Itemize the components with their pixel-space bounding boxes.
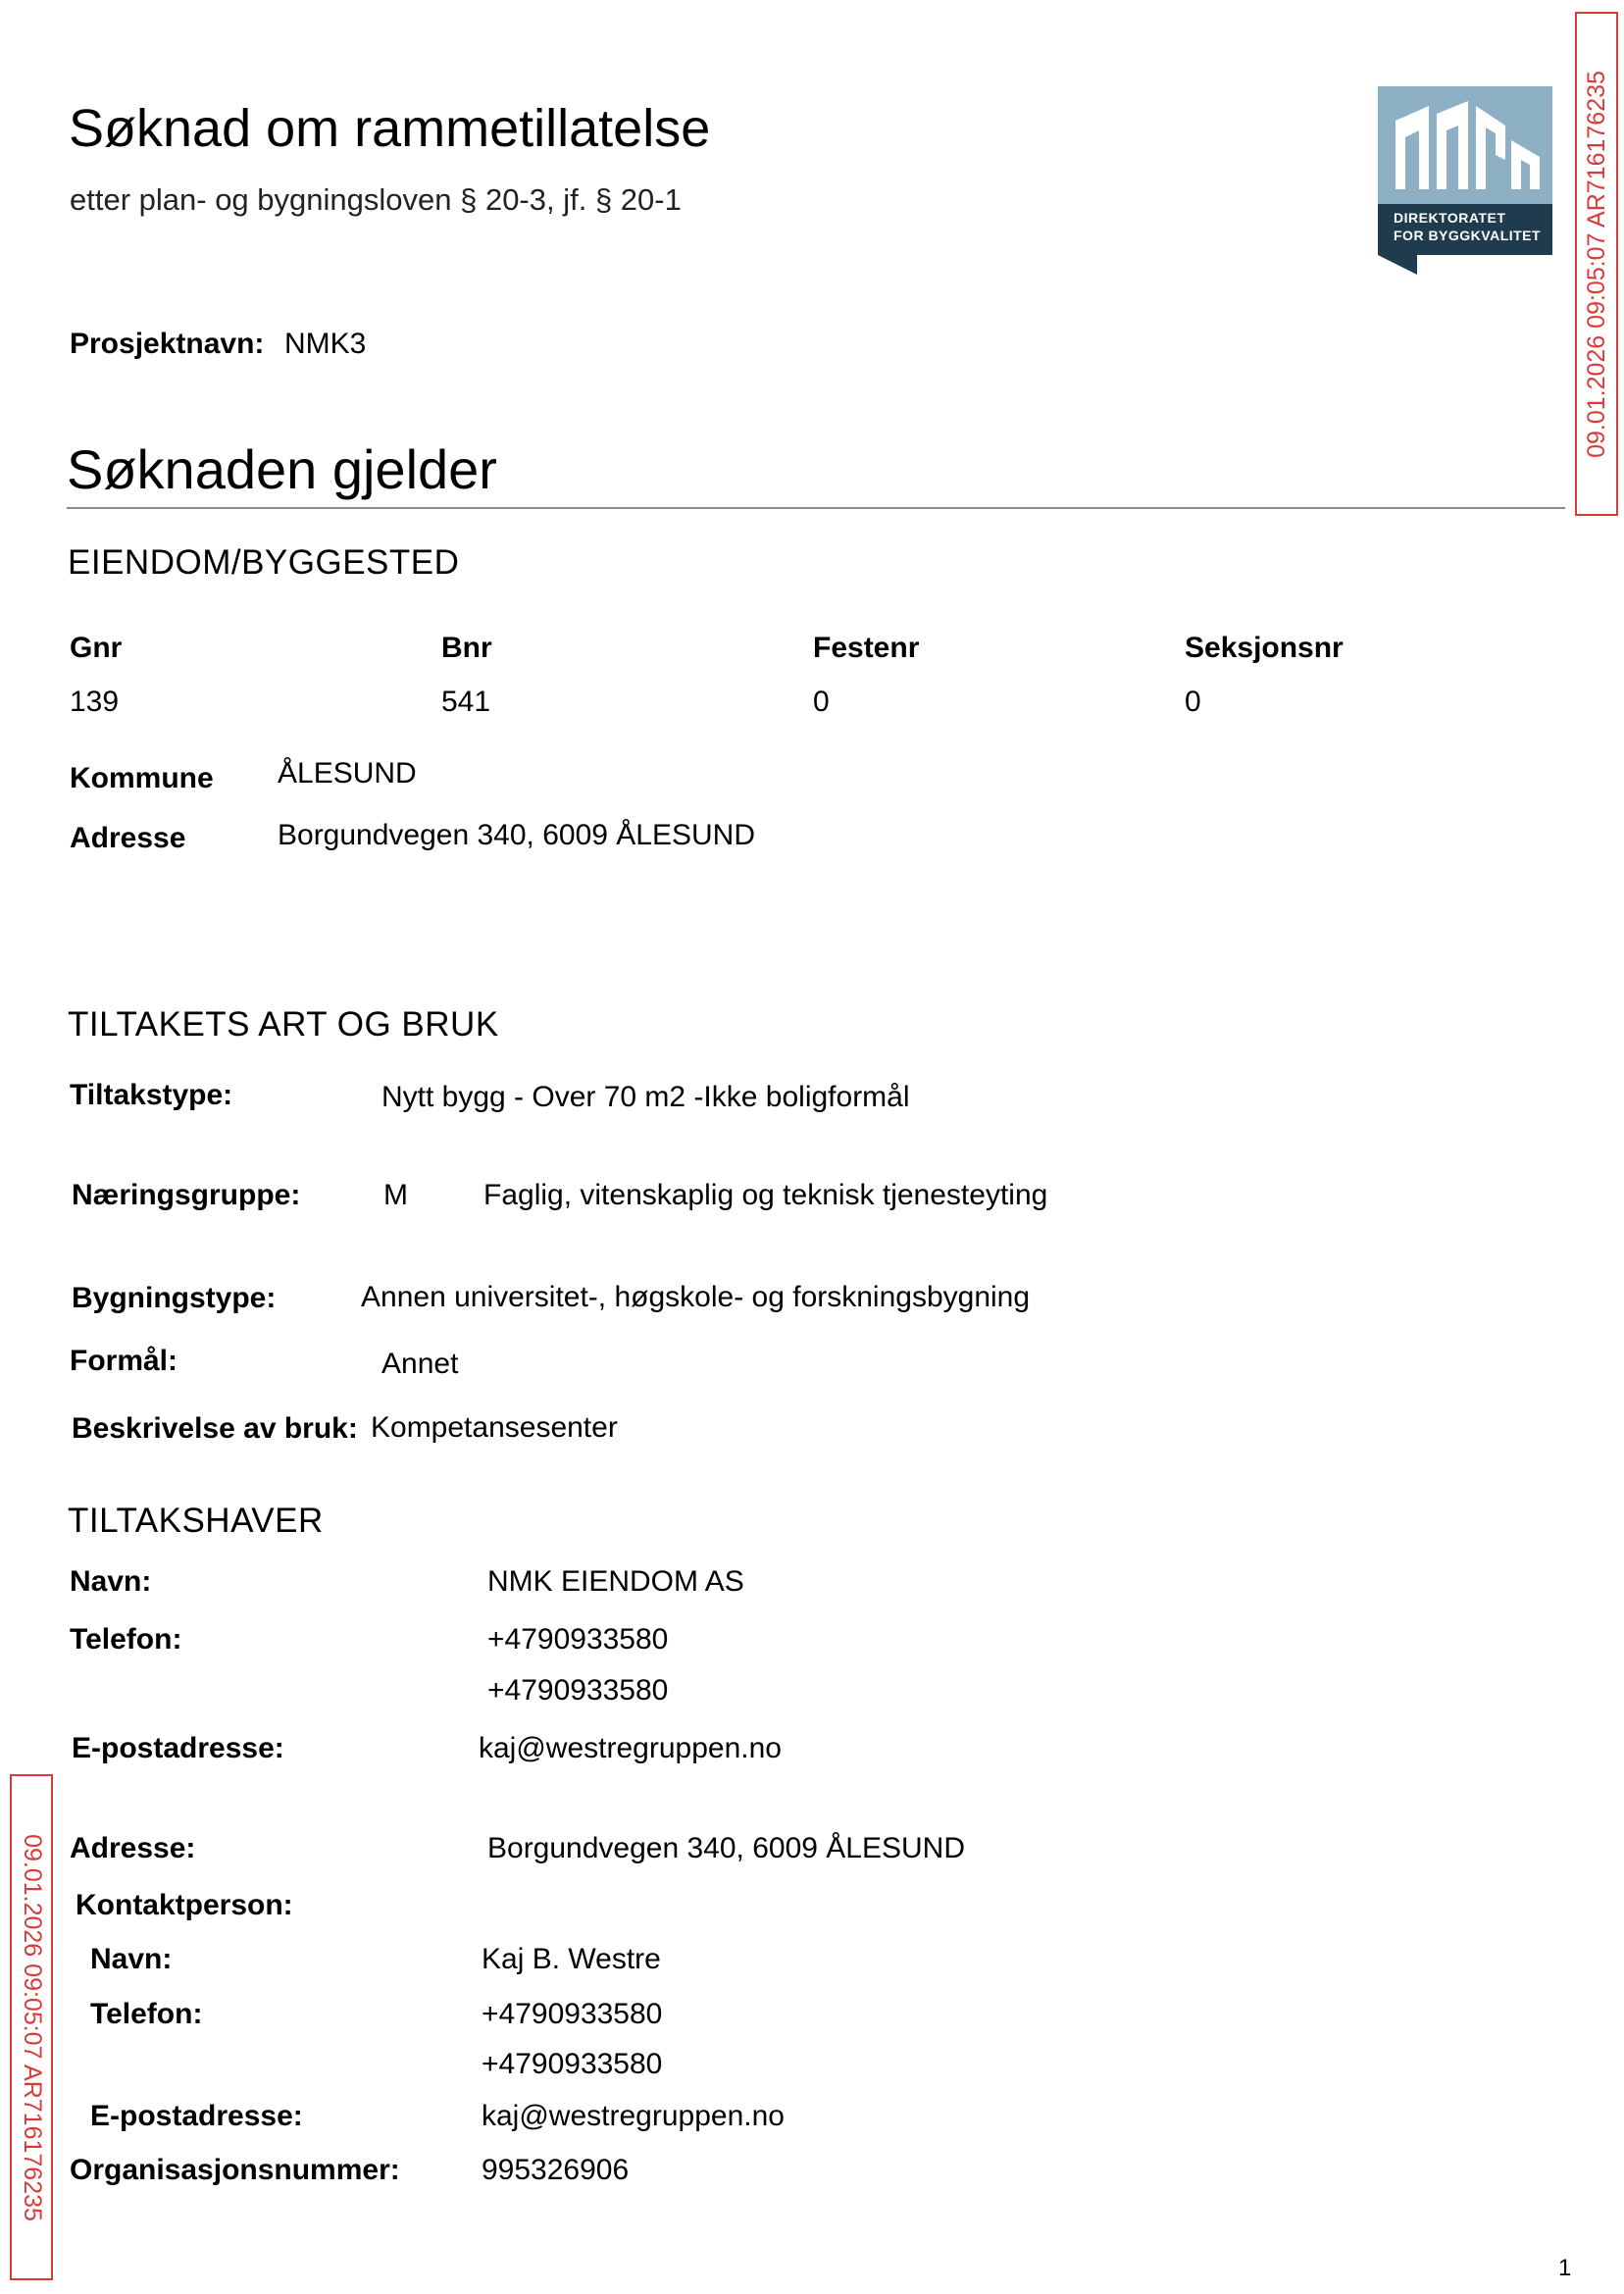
gnr-value: 139 <box>70 686 120 718</box>
formal-value: Annet <box>381 1348 459 1380</box>
kommune-value: ÅLESUND <box>278 757 417 790</box>
tiltakshaver-telefon-value-1: +4790933580 <box>487 1623 669 1656</box>
kontaktperson-epost-value: kaj@westregruppen.no <box>482 2100 785 2132</box>
festenr-label: Festenr <box>813 632 920 664</box>
tiltakshaver-heading: TILTAKSHAVER <box>68 1502 324 1540</box>
orgnr-value: 995326906 <box>482 2154 630 2186</box>
page-number: 1 <box>1558 2255 1572 2281</box>
stamp-left-text: 09.01.2026 09:05:07 AR716176235 <box>18 1833 46 2221</box>
orgnr-label: Organisasjonsnummer: <box>70 2154 400 2186</box>
timestamp-stamp-left <box>10 1774 53 2280</box>
eiendom-heading: EIENDOM/BYGGESTED <box>68 543 460 582</box>
kontaktperson-epost-label: E-postadresse: <box>90 2100 303 2132</box>
tiltak-heading: TILTAKETS ART OG BRUK <box>68 1005 499 1044</box>
kontaktperson-telefon-value-2: +4790933580 <box>482 2048 663 2080</box>
naeringsgruppe-label: Næringsgruppe: <box>72 1179 301 1211</box>
formal-label: Formål: <box>70 1345 178 1377</box>
tiltakshaver-adresse-label: Adresse: <box>70 1832 196 1864</box>
logo-text-line1: DIREKTORATET <box>1394 210 1506 226</box>
timestamp-stamp-right <box>1575 12 1618 516</box>
bygningstype-value: Annen universitet-, høgskole- og forskningsbygning <box>361 1281 1031 1313</box>
naeringsgruppe-code: M <box>383 1179 408 1211</box>
tiltakstype-label: Tiltakstype: <box>70 1079 233 1111</box>
tiltakshaver-epost-value: kaj@westregruppen.no <box>479 1732 782 1764</box>
eiendom-adresse-value: Borgundvegen 340, 6009 ÅLESUND <box>278 819 756 851</box>
seksjonsnr-label: Seksjonsnr <box>1185 632 1344 664</box>
bnr-label: Bnr <box>441 632 492 664</box>
gnr-label: Gnr <box>70 632 123 664</box>
eiendom-adresse-label: Adresse <box>70 822 186 854</box>
tiltakshaver-navn-label: Navn: <box>70 1565 152 1598</box>
building-logo-icon <box>1378 86 1552 275</box>
page-subtitle: etter plan- og bygningsloven § 20-3, jf. § 20-1 <box>70 182 682 217</box>
kommune-label: Kommune <box>70 762 214 794</box>
festenr-value: 0 <box>813 686 830 718</box>
project-label: Prosjektnavn: <box>70 328 265 360</box>
tiltakstype-value: Nytt bygg - Over 70 m2 -Ikke boligformål <box>381 1081 910 1113</box>
beskrivelse-label: Beskrivelse av bruk: <box>72 1412 358 1445</box>
kontaktperson-navn-label: Navn: <box>90 1943 173 1975</box>
seksjonsnr-value: 0 <box>1185 686 1201 718</box>
kontaktperson-telefon-value-1: +4790933580 <box>482 1998 663 2030</box>
tiltakshaver-telefon-value-2: +4790933580 <box>487 1674 669 1707</box>
section-divider <box>67 507 1565 509</box>
beskrivelse-value: Kompetansesenter <box>371 1411 618 1444</box>
tiltakshaver-telefon-label: Telefon: <box>70 1623 182 1656</box>
page-title: Søknad om rammetillatelse <box>69 99 711 158</box>
tiltakshaver-adresse-value: Borgundvegen 340, 6009 ÅLESUND <box>487 1832 966 1864</box>
kontaktperson-navn-value: Kaj B. Westre <box>482 1943 661 1975</box>
kontaktperson-label: Kontaktperson: <box>76 1889 293 1921</box>
tiltakshaver-epost-label: E-postadresse: <box>72 1732 284 1764</box>
kontaktperson-telefon-label: Telefon: <box>90 1998 203 2030</box>
section-title: Søknaden gjelder <box>67 438 497 500</box>
bnr-value: 541 <box>441 686 491 718</box>
naeringsgruppe-value: Faglig, vitenskaplig og teknisk tjenesteyting <box>483 1179 1048 1211</box>
stamp-right-text: 09.01.2026 09:05:07 AR716176235 <box>1582 70 1610 458</box>
logo-text-line2: FOR BYGGKVALITET <box>1394 228 1542 243</box>
bygningstype-label: Bygningstype: <box>72 1282 277 1314</box>
project-value: NMK3 <box>284 328 367 360</box>
tiltakshaver-navn-value: NMK EIENDOM AS <box>487 1565 744 1598</box>
